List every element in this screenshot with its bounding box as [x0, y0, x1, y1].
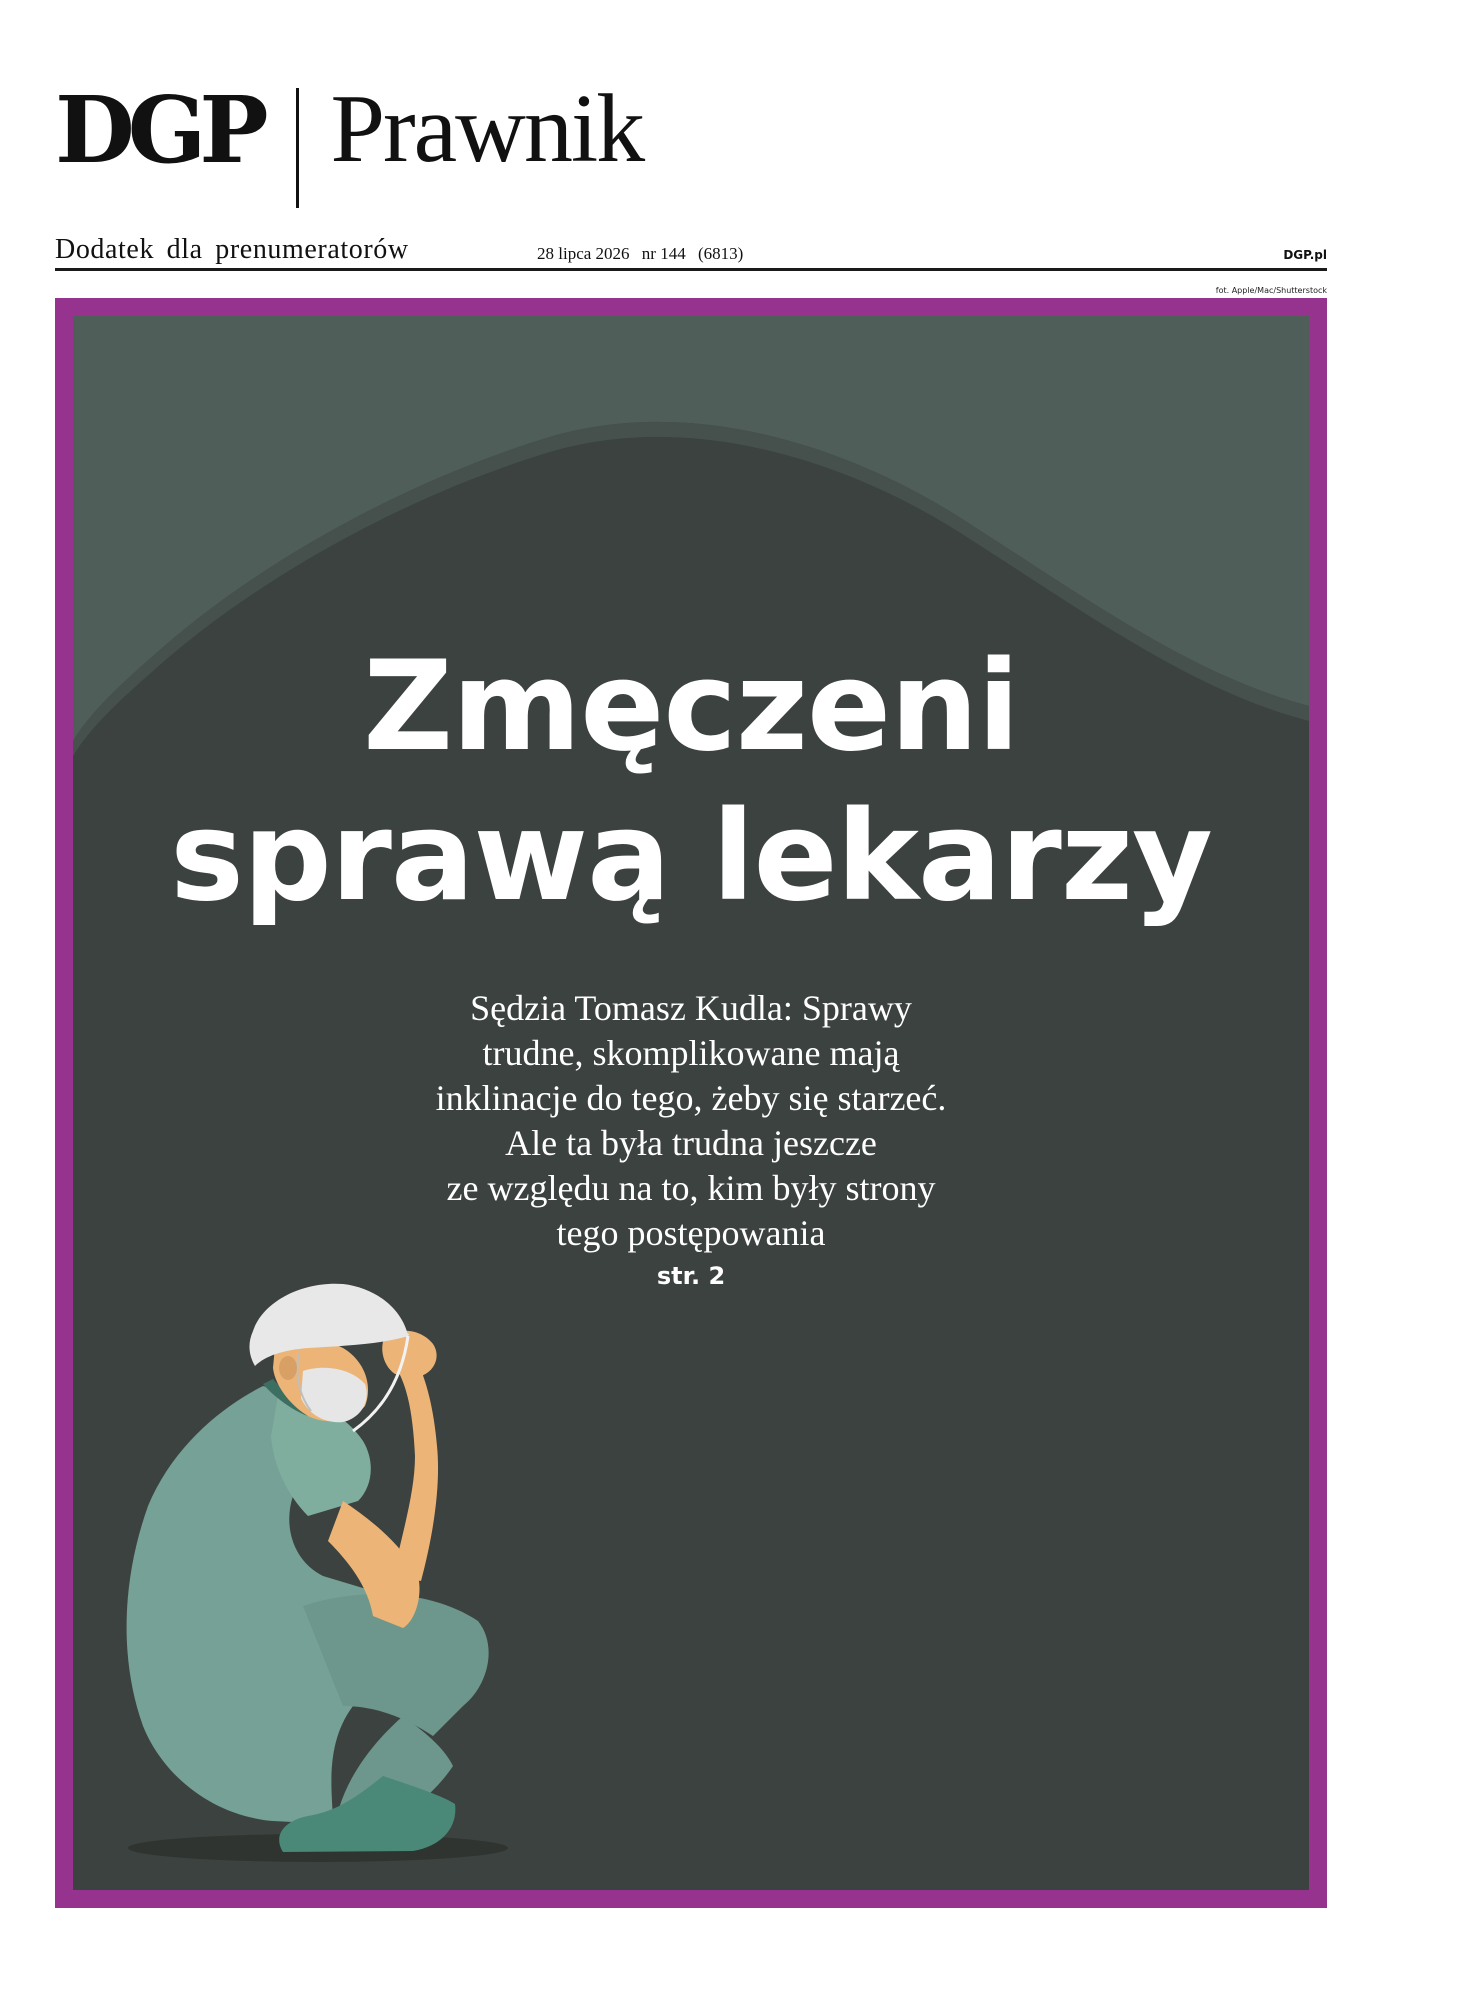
photo-credit: fot. Apple/Mac/Shutterstock	[1215, 286, 1327, 295]
cover-lead	[73, 986, 1309, 1256]
lead-line-1: Sędzia Tomasz Kudla: Sprawy	[470, 988, 912, 1028]
issue-number: nr 144	[641, 244, 686, 263]
crouching-doctor-illustration	[103, 1276, 563, 1876]
issue-info	[537, 244, 751, 264]
lead-line-5: ze względu na to, kim były strony	[446, 1168, 936, 1208]
lead-line-2: trudne, skomplikowane mają	[482, 1033, 900, 1073]
issue-info-bar	[55, 234, 1327, 271]
headline-line-2: sprawą lekarzy	[170, 785, 1212, 929]
supplement-subtitle: Dodatek dla prenumeratorów	[55, 234, 409, 265]
headline-line-1: Zmęczeni	[363, 635, 1019, 779]
issue-date: 28 lipca 2026	[537, 244, 630, 263]
section-title[interactable]: Prawnik	[330, 75, 644, 183]
site-link[interactable]: DGP.pl	[1283, 248, 1327, 262]
cover-panel	[73, 316, 1309, 1890]
cover-frame	[55, 298, 1327, 1908]
issue-total: (6813)	[697, 244, 744, 263]
brand-logo-dgp[interactable]: DGP	[55, 76, 262, 184]
cover-headline	[73, 632, 1309, 932]
lead-line-4: Ale ta była trudna jeszcze	[505, 1123, 877, 1163]
page-reference[interactable]: str. 2	[656, 1262, 726, 1290]
lead-line-3: inklinacje do tego, żeby się starzeć.	[435, 1078, 947, 1118]
masthead	[55, 75, 644, 210]
masthead-divider	[296, 88, 299, 208]
lead-line-6: tego postępowania	[556, 1213, 826, 1253]
